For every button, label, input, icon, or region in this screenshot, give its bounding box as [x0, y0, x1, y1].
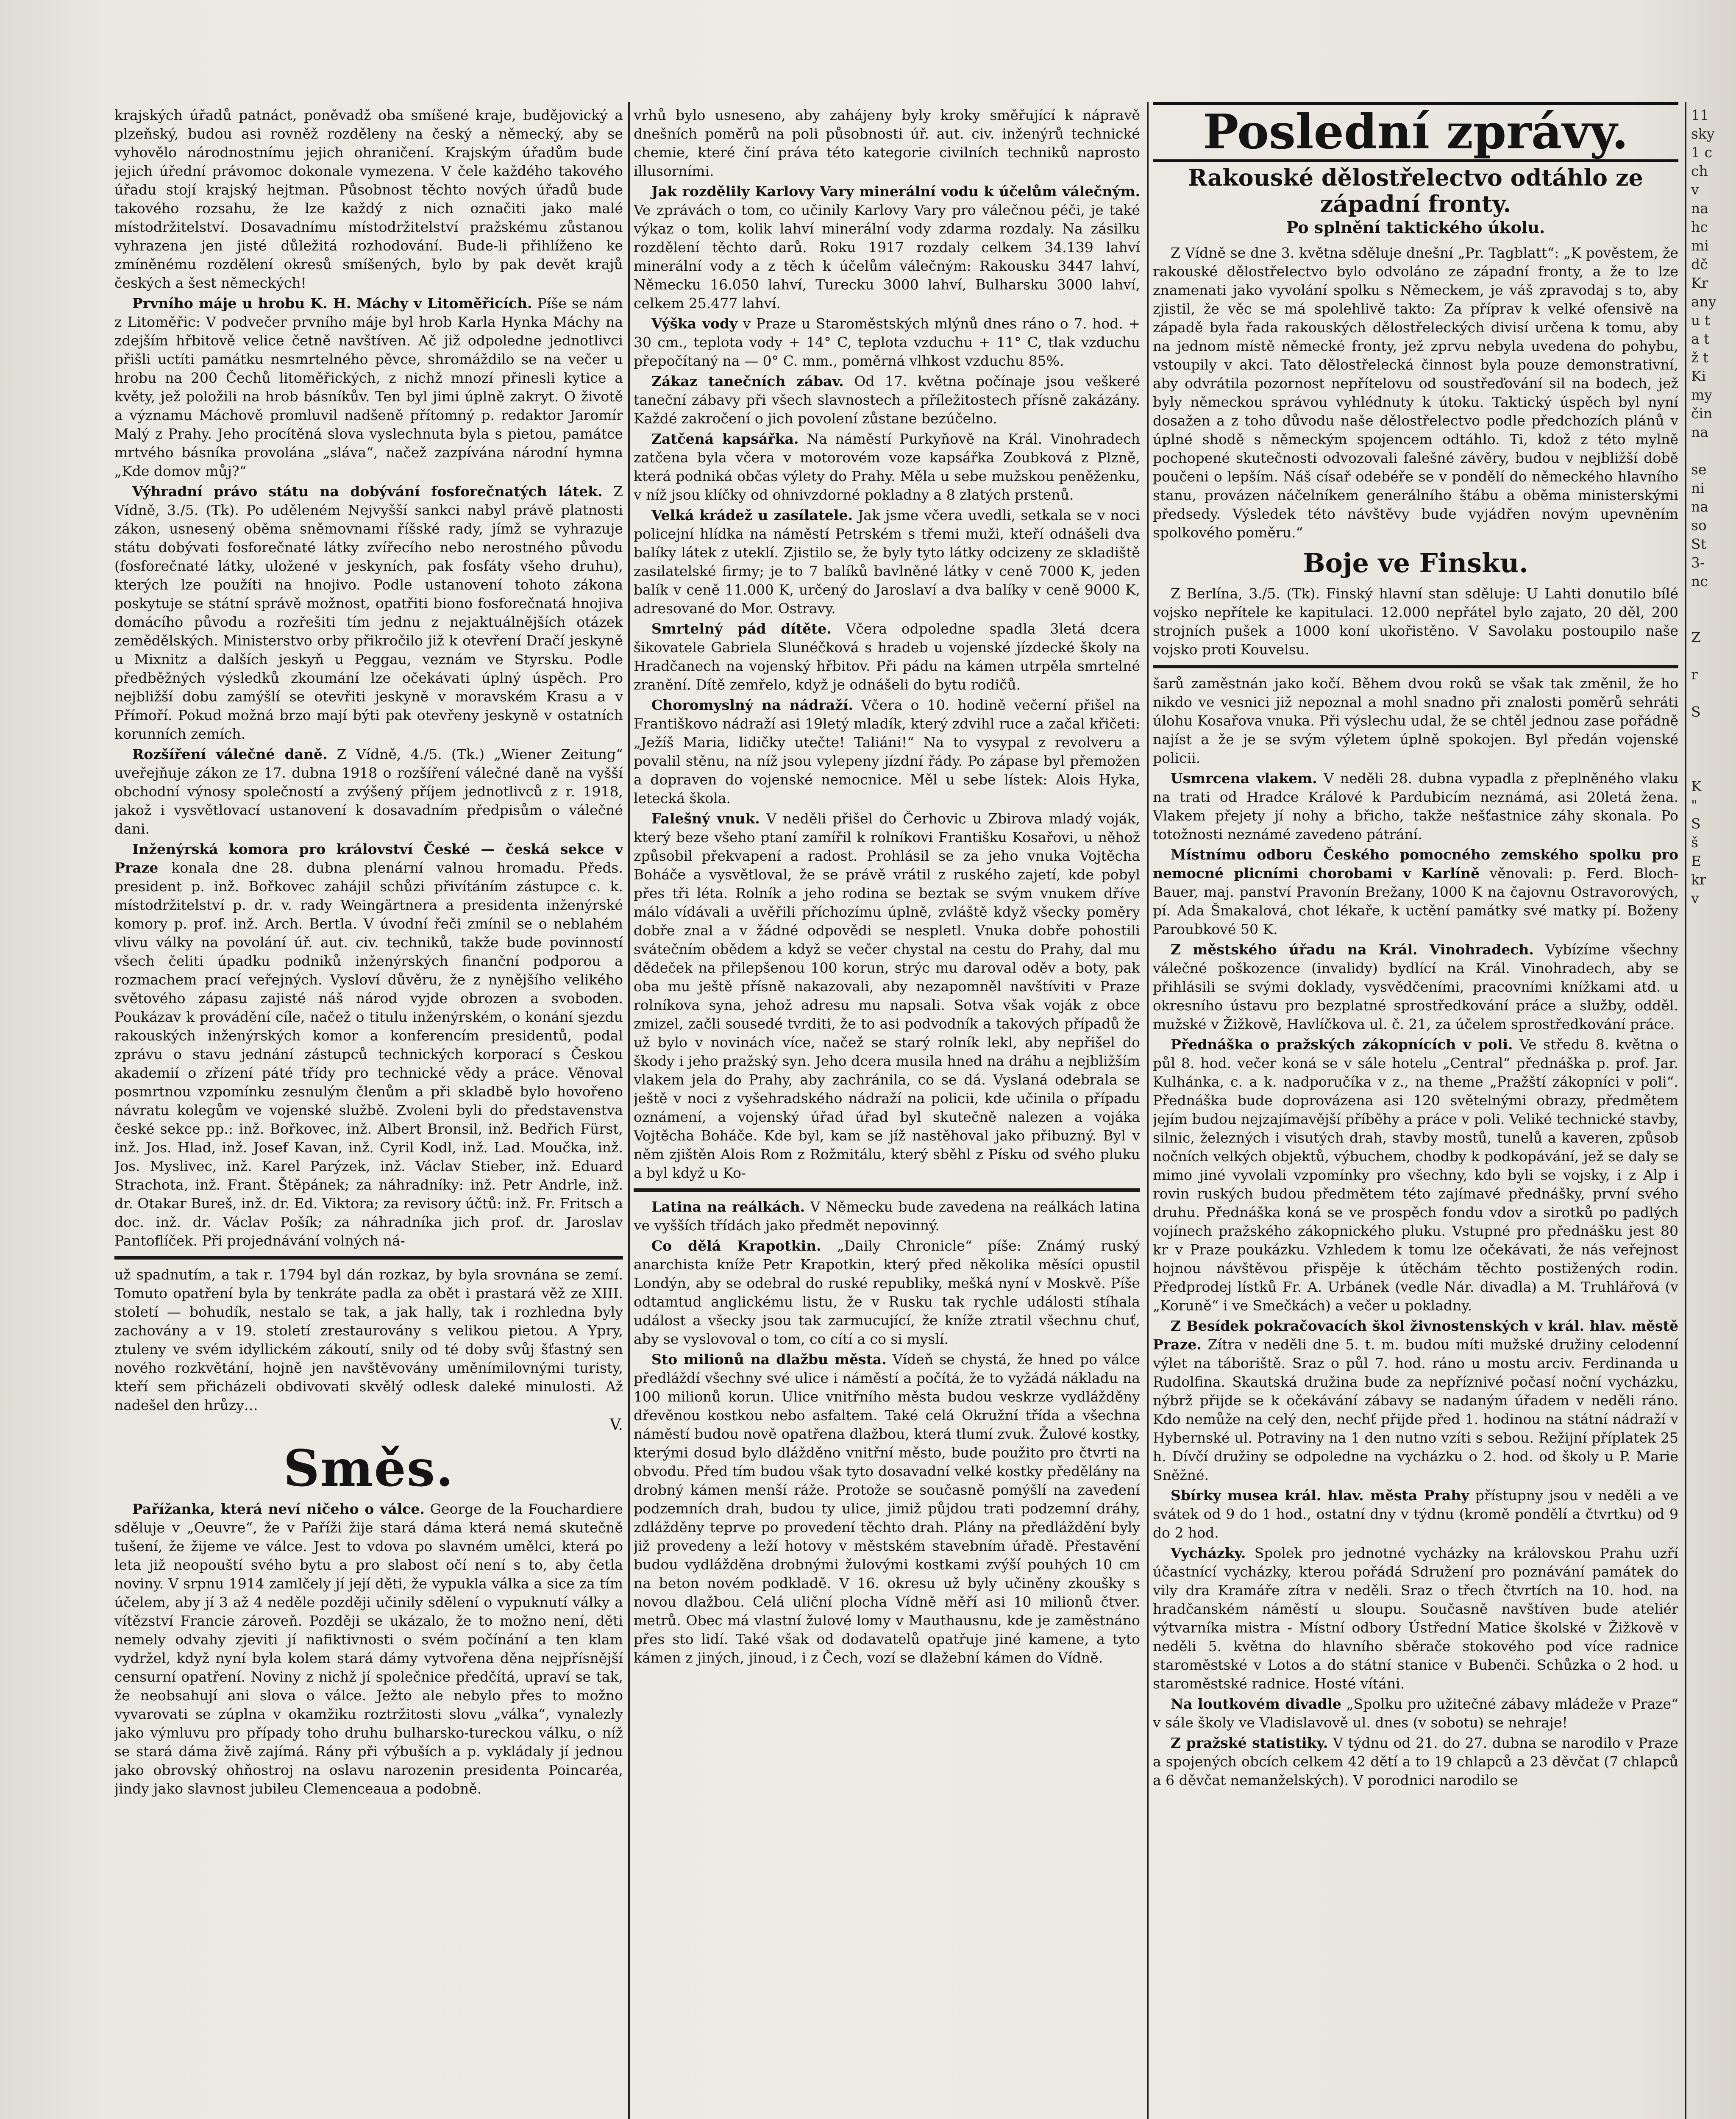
- article-text: Z Vídně, 4./5. (Tk.) „Wiener Zeitung“ uveřejňuje zákon ze 17. dubna 1918 o rozšíření válečné daně na vyšší obchodní výnosy společností a zvýšený příjem jednotlivců z r. 1918, jakož i vysvětlovací ustanovení k dosavadním předpisům o válečné dani.: [114, 746, 623, 837]
- article-title: Na loutkovém divadle: [1171, 1696, 1341, 1712]
- article-text: Ve zprávách o tom, co učinily Karlovy Vary pro válečnou péči, je také výkaz o tom, kolik lahví minerální vody zdarma rozdaly. Na zásilku rozdělení těchto darů. Roku 1917 rozdaly celkem 34.139 lahví minerální vody a z těch k účelům válečným: Rakousku 3447 lahví, Německu 16.050 lahví, Turecku 3000 lahví, Bulharsku 3000 lahví, celkem 25.477 lahví.: [634, 202, 1140, 311]
- article: [634, 1237, 1140, 1349]
- article: [1153, 769, 1678, 844]
- article-title: Smrtelný pád dítěte.: [651, 620, 832, 637]
- article-text: konala dne 28. dubna plenární valnou hromadu. Předs. president p. inž. Bořkovec zahájil schůzi přivítáním zástupce c. k. místodržitelství p. dr. v. rady Weingärtnera a presidenta inženýrské komory p. prof. inž. Arch. Bertla. V úvodní řeči zmínil se o neblahém vlivu války na povolání úř. aut. civ. techniků, takže bude povinností všech čeliti úpadku podniků inženýrských finanční podporou a rozmachem prací veřejných. Vysloví důvěru, že z nynějšího velikého světového zápasu zajisté náš národ vyjde obrozen a svoboden. Poukázav k provádění cíle, načež o titulu inženýrském, o konání sjezdu rakouských inženýrských komor a konferencím presidentů, podal zprávu o stavu jednání zástupců technických korporací s Českou akademií o zřízení páté třídy pro technické vědy a práce. Věnoval posmrtnou vzpomínku zesnulým členům a při skladbě bylo hovořeno návratu kolegům ve vojenské službě. Zvoleni byli do představenstva české sekce pp.: inž. Bořkovec, inž. Albert Bronsil, inž. Bedřich Fürst, inž. Jos. Hlad, inž. Josef Kavan, inž. Cyril Kodl, inž. Lad. Moučka, inž. Jos. Myslivec, inž. Karel Parýzek, inž. Václav Stieber, inž. Eduard Strachota, inž. Frant. Štěpánek; za náhradníky: inž. Petr Andrle, inž. dr. Otakar Bureš, inž. dr. Ed. Viktora; za revisory účtů: inž. Fr. Fritsch a doc. inž. dr. Václav Pošík; za náhradníka jich prof. dr. Jaroslav Pantoflíček. Při projednávání volných ná-: [114, 859, 623, 1249]
- article-text: Píše se nám z Litoměřic: V podvečer prvního máje byl hrob Karla Hynka Máchy na zdejším hřbitově velice četně navštíven. Ač již odpoledne jednotlivci přišli uctíti památku nesmrtelného pěvce, shromáždilo se na večer u hrobu na 200 Čechů litoměřických, z nichž mnozí přinesli kytice a květy, jež položili na hrob básníkův. Ten byl jimi úplně zakryt. O životě a významu Máchově promluvil nadšeně přítomný p. redaktor Jaromír Malý z Prahy. Jeho procítěná slova vyslechnuta byla s pietou, památce mrtvého básníka provolána „sláva“, načež zazpívána národní hymna „Kde domov můj?“: [114, 295, 623, 479]
- article-title: Výhradní právo státu na dobývání fosforečnatých látek.: [132, 483, 603, 500]
- article: [1153, 1317, 1678, 1485]
- article-text: v Praze u Staroměstských mlýnů dnes ráno o 7. hod. + 30 cm., teplota vody + 14° C, teplota vzduchu + 11° C, tlak vzduchu přepočítaný na — 0° C. mm., poměrná vlhkost vzduchu 85%.: [634, 315, 1140, 369]
- subheadline: Po splnění taktického úkolu.: [1286, 218, 1545, 237]
- article-title: Rozšíření válečné daně.: [132, 746, 328, 762]
- article-text: Od 17. května počínaje jsou veškeré taneční zábavy při všech slavnostech a příležitostech přísně zakázány. Každé zakročení o jich povolení zůstane bezúčelno.: [634, 373, 1140, 427]
- article-title: Sbírky musea král. hlav. města Prahy: [1171, 1487, 1469, 1504]
- article-text: Vídeň se chystá, že hned po válce předláždí všechny své ulice i náměstí a počítá, že to vyžádá nákladu na 100 milionů korun. Ulice vnitřního města budou veskrze vydlážděny dřevěnou kostkou nebo asfaltem. Také celá Okružní třída a všechna náměstí budou nově opatřena dlažbou, která tlumí zvuk. Žulové kostky, kterými dosud bylo dlážděno vnitřní město, bude použito pro čtvrti na obvodu. Před tím budou však tyto dosavadní velké kostky předělány na drobný kámen menší ráže. Protože se současně pomýšlí na zavedení podzemních drah, budou ty ulice, jimiž půjdou trati podzemní dráhy, zdlážděny teprve po provedení těchto drah. Plány na předláždění byly již provedeny a leží hotovy v městském stavebním úřadě. Přestavění budou vydlážděna drobnými žulovými kostkami zvýší pouhých 10 cm na beton novém podkladě. V 16. okresu už byly učiněny zkoušky s novou dlažbou. Celá uliční plocha Vídně měří asi 10 milionů čtver. metrů. Obec má vlastní žulové lomy v Mauthausnu, kde je zaměstnáno přes sto lidí. Také však od dodavatelů opatřuje jiné kamene, a tyto kámen z jiných, jinoud, i z Čech, vozí se dlažební kámen do Vídně.: [634, 1351, 1140, 1666]
- cropped-edge-text: 11 sky 1 c ch v na hc mi dč Kr any u t a t ž t Ki my čin na se ni na so St 3- nc Z r S K " S š E kr v: [1691, 107, 1717, 907]
- article-text: přístupny jsou v neděli a ve svátek od 9 do 1 hod., ostatní dny v týdnu (kromě pondělí a čtvrtku) od 9 do 2 hod.: [1153, 1487, 1678, 1541]
- article-title: Z městského úřadu na Král. Vinohradech.: [1171, 941, 1534, 958]
- article: [634, 620, 1140, 694]
- article: [1153, 1734, 1678, 1790]
- article-text: V neděli přišel do Čerhovic u Zbirova mladý voják, který beze všeho ptaní zamířil k rolníkovi Františku Kosařovi, u něhož způsobil překvapení a radost. Prohlásil se za jeho vnuka Vojtěcha Boháče a vysvětloval, že se právě vrátil z ruského zajetí, kde pobyl přes tři léta. Rolník a jeho rodina se beztak se svým vnukem dříve málo vídávali a uvěřili příchozímu úplně, zvláště když všecky poměry dobře znal a v žádné odpovědi se nespletl. Vnuka dobře pohostili svátečním obědem a když se večer chystal na cestu do Prahy, dal mu dědeček na přilepšenou 100 korun, strýc mu daroval oděv a boty, pak oba mu ještě přísně nakazovali, aby nezapomněl navštíviti v Praze rolníkova syna, jehož adresu mu napsali. Sotva však voják z obce zmizel, začli sousedé tvrditi, že to asi podvodník a takových případů že už bylo v novinách více, načež se starý rolník lekl, aby nepřišel do škody i jeho pražský syn. Jeho dcera musila hned na dráhu a nejbližším vlakem jela do Prahy, aby zachránila, co se dá. Vyslaná odebrala se ještě v noci z vyšehradského nádraží na policii, kde učinila o případu oznámení, a vojenský úřad úřad byl skutečně nalezen a vojáka Vojtěcha Boháče. Kde byl, kam se jíž nastěhoval jako přibuzný. Byl v něm zjištěn Alois Rom z Rožmitálu, který sběhl z Písku od svého pluku a byl když u Ko-: [634, 810, 1140, 1181]
- article-title: Velká krádež u zasílatele.: [651, 507, 853, 523]
- article-title: Zákaz tanečních zábav.: [651, 373, 844, 389]
- article-text: krajských úřadů patnáct, poněvadž oba smíšené kraje, budějovický a plzeňský, budou asi rovněž rozděleny na český a německý, aby se vyhovělo národnostnímu jejich ohraničení. Krajským úřadům bude jejich úřední právomoc dokonale vymezena. V čele každého takového úřadu stojí krajský hejtman. Působnost těchto nových úřadů bude takového rozsahu, že lze každý z nich označiti jako malé místodržitelství. Dosavadnímu místodržitelství pražskému zůstanou vyhrazena jen jisté důležitá rozhodování. Bude-li přihlíženo ke zmíněnému rozdělení okresů smíšených, bylo by pak devět krajů českých a šest německých!: [114, 107, 623, 291]
- article-title: Prvního máje u hrobu K. H. Máchy v Litoměřicích.: [132, 295, 532, 311]
- column-3: [1153, 102, 1678, 1791]
- article: [634, 696, 1140, 808]
- article-title: Latina na reálkách.: [651, 1199, 805, 1215]
- article-signature: V.: [609, 1416, 623, 1434]
- article-title: Falešný vnuk.: [651, 810, 760, 827]
- article-text: Z Vídně, 3./5. (Tk). Po uděleném Nejvyšší sankci nabyl právě platnosti zákon, usnesený oběma sněmovnami říšské rady, jímž se vyhrazuje státu dobývati fosforečnaté látky zvířecího nebo nerostného původu (fosforečnaté látky, uložené v jeskyních, pak fosfáty všeho druhu), kterých lze použíti na hnojivo. Podle ustanovení tohoto zákona poskytuje se státní správě možnost, opatřiti biono fosforečnatá hnojiva domácího původu a rozřešiti tím jednu z nejaktuálnějších otázek zemědělských. Ministerstvo orby přikročilo již k otevření Dračí jeskyně u Mixnitz a dalších jeskyň u Peggau, veznám ve Styrsku. Podle předběžných výsledků zkoumání lze očekávati úplný úspěch. Pro nejbližší dobu zamýšlí se otevřiti jeskyně v moravském Krasu a v Přímoří. Pokud možná brzo mají býti pak otevřeny jeskyně v ostatních korunních zemích.: [114, 483, 623, 742]
- article-title: Jak rozdělily Karlovy Vary minerální vodu k účelům válečným.: [651, 183, 1140, 200]
- article: [1153, 1486, 1678, 1542]
- column-4-cropped: [1691, 106, 1736, 908]
- article-title: Přednáška o pražských zákopnících v poli.: [1171, 1036, 1513, 1053]
- article-title: Z pražské statistiky.: [1171, 1735, 1328, 1751]
- article-text: „Daily Chronicle“ píše: Známý ruský anarchista kníže Petr Krapotkin, který před několika měsíci opustil Londýn, aby se odebral do ruské republiky, mešká nyní v Moskvě. Píše odtamtud anglickému listu, že v Rusku tak rychle události stíhala událost a všecky jsou tak zarmucující, že kníže ztratil všechnu chuť, aby se vyslovoval o tom, co cítí a co si myslí.: [634, 1237, 1140, 1347]
- column-divider: [628, 102, 630, 2119]
- column-1: [114, 106, 623, 1800]
- article: [114, 1500, 623, 1798]
- article-text: Včera o 10. hodině večerní přišel na Františkovo nádraží asi 19letý mladík, který zdvihl ruce a začal křičeti: „Ježíš Maria, lidičky utečte! Taliáni!“ Na to vysypal z revolveru a povalil stěnu, na níž jsou vylepeny jízdní řády. Po zápase byl přemožen a dopraven do vojenské nemocnice. Měl u sebe lístek: Alois Hyka, letecká škola.: [634, 697, 1140, 806]
- article-text: vrhů bylo usneseno, aby zahájeny byly kroky směřující k nápravě dnešních poměrů na poli působnosti úř. aut. civ. inženýrů technické chemie, které činí práva této kategorie civilních techniků naprosto illusorními.: [634, 107, 1140, 179]
- article: [634, 182, 1140, 313]
- article: [114, 294, 623, 481]
- article-text: Na náměstí Purkyňově na Král. Vinohradech zatčena byla včera v motorovém voze kapsářka Zoubková z Plzně, která podniká občas výlety do Prahy. Měla u sebe mužskou peněženku, v níž jsou klíčky od ohnivzdorné pokladny a 8 zlatých prstenů.: [634, 431, 1140, 503]
- article-title: Výška vody: [651, 315, 738, 332]
- article: [114, 840, 623, 1250]
- article-title: Zatčená kapsářka.: [651, 431, 799, 447]
- article-text: Ve středu 8. května o půl 8. hod. večer koná se v sále hotelu „Central“ přednáška p. prof. Jar. Kulhánka, c. a k. nadporučíka v z., na theme „Pražští zákopníci v poli“. Přednáška bude doprovázena asi 120 světelnými obrazy, předmětem jejím budou nejzajímavější příběhy a práce v poli. Veliké technické stavby, silnic, železných i visutých drah, stavby mostů, tunelů a kaveren, způsob nočních velkých objektů, výbuchem, chodby k podkopávání, jež se daly se mimo jiné vyvolali vzpomínky pro všechny, kdo byli se vojsky, i z Alp i rovin ruských budou předmětem této zajímavé přednášky, první svého druhu. Přednáška koná se ve prospěch fondu vdov a sirotků po padlých vojínech pražského zákopnického pluku. Vstupné pro přednášku jest 80 kr v Praze poukázku. Vzhledem k tomu lze očekávati, že nás veřejnost hojnou návštěvou přispěje k útěchám těchto postižených rodin. Předprodej lístků Fr. A. Urbánek (vedle Nár. divadla) a M. Truhlářová (v „Koruně“ i ve Smečkách) a večer u pokladny.: [1153, 1036, 1678, 1314]
- article-title: Vycházky.: [1171, 1545, 1246, 1561]
- article-title: Z Besídek pokračovacích škol živnostenských v král. hlav. městě Praze.: [1153, 1318, 1678, 1353]
- article-title: Sto milionů na dlažbu města.: [651, 1351, 887, 1368]
- article: [1153, 1035, 1678, 1315]
- column-2: [634, 106, 1140, 1669]
- article-title: Co dělá Krapotkin.: [651, 1237, 821, 1254]
- article-title: Pařížanka, která neví ničeho o válce.: [132, 1501, 425, 1517]
- article: [634, 1350, 1140, 1667]
- column-divider: [1685, 102, 1686, 2119]
- article-title: Choromyslný na nádraží.: [651, 697, 853, 713]
- article-text: šarů zaměstnán jako kočí. Během dvou roků se však tak změnil, že ho nikdo ve vesnici již nepoznal a mohl snadno při znalosti poměrů sehráti úlohu Kosařova vnuka. Při výslechu udal, že se chtěl jednou zase pořádně najíst a že je se svým výletem úplně spokojen. Byl předán vojenské policii.: [1153, 675, 1678, 766]
- article-title: Usmrcena vlakem.: [1171, 770, 1317, 787]
- column-divider: [1147, 102, 1149, 2119]
- article: [1153, 845, 1678, 939]
- article: [634, 1198, 1140, 1235]
- section-heading-finsko: Boje ve Finsku.: [1303, 548, 1528, 578]
- article: [634, 506, 1140, 618]
- article-text: už spadnutím, a tak r. 1794 byl dán rozkaz, by byla srovnána se zemí. Tomuto opatření byla by tenkráte padla za obět i prastará věž ze XIII. století — bohudík, nestalo se tak, a jak hally, tak i rozhledna byly zachovány a v 19. století zrestaurovány s velikou pietou. A Ypry, ztuleny ve svém idyllickém zákoutí, snily od té doby svůj šťastný sen nového rozkvětání, hojně jen navštěvovány uměnímilovnými turisty, kteří sem přicházeli obdivovati skvělý odlesk daleké minulosti. Až nadešel den hrůzy…: [114, 1266, 623, 1413]
- horizontal-rule: [1153, 665, 1678, 668]
- article-text: „Spolku pro užitečné zábavy mládeže v Praze“ v sále školy ve Vladislavově ul. dnes (v sobotu) se nehraje!: [1153, 1696, 1678, 1731]
- article: [634, 430, 1140, 504]
- article-title: Místnímu odboru Českého pomocného zemského spolku pro nemocné plicními chorobami v Karlíně: [1153, 846, 1678, 882]
- article-text: George de la Fouchardiere sděluje v „Oeuvre“, že v Paříži žije stará dáma která nemá skutečně tušení, že žijeme ve válce. Jest to vdova po slavném umělci, která po leta již neopouští svého bytu a pro slabost očí není s to, aby četla noviny. V srpnu 1914 zamlčely jí její děti, že vypukla válka a sice za tím účelem, aby jí 3 až 4 neděle později učinily sdělení o vypuknutí války a vítězství Francie zároveň. Později se ukázalo, že to možno není, děti nemely odvahy zjeviti jí nafiktivnosti o svém počínání a ten klam vydržel, když nyní byla kolem stará dámy vytvořena děna nejpřísnější censurní opatření. Noviny z nichž jí společnice předčítá, upraví se tak, že neobsahují ani slova o válce. Ježto ale nebylo přes to možno vyvarovati se zúplna v okamžiku roztržitosti slovu „válka“, vynalezly jako výmluvu pro případy toho druhu bulharsko-tureckou válku, o níž se stará dáma živě zajímá. Rány při výbuších a p. vykládaly jí jednou jako obrovský ohňostroj na oslavu narozenin presidenta Poincaréa, jindy jako slavnost jubileu Clemenceaua a podobně.: [114, 1501, 623, 1797]
- article-text: V Německu bude zavedena na reálkách latina ve vyšších třídách jako předmět nepovinný.: [634, 1199, 1140, 1234]
- article-text: Z Berlína, 3./5. (Tk). Finský hlavní stan sděluje: U Lahti donutilo bílé vojsko nepřítele ke kapitulaci. 12.000 nepřátel bylo zajato, 20 děl, 200 strojních pušek a 1000 koní ukořistěno. V Savolaku postoupilo naše vojsko proti Kouvelsu.: [1153, 585, 1678, 658]
- masthead-posledni-zpravy: Poslední zprávy.: [1153, 102, 1678, 162]
- article: [634, 372, 1140, 428]
- article-text: věnovali: p. Ferd. Bloch-Bauer, maj. panství Pravonín Brežany, 1000 K na čajovnu Ostravorových, pí. Ada Šmakalová, chot lékaře, k uctění památky své matky pí. Boženy Paroubkové 50 K.: [1153, 865, 1678, 937]
- headline: Rakouské dělostřelectvo odtáhlo ze západní fronty.: [1188, 164, 1643, 217]
- article-text: V neděli 28. dubna vypadla z přeplněného vlaku na trati od Hradce Králové k Pardubicím neznámá, asi 20letá žena. Vlakem přejety jí nohy a břicho, takže nešťastnice záhy skonala. Po totožnosti neznámé zavedeno pátrání.: [1153, 770, 1678, 843]
- article: [634, 314, 1140, 370]
- article-text: Jak jsme včera uvedli, setkala se v noci policejní hlídka na náměstí Petrském s třemi muži, kteří odnášeli dva balíky látek z uteklí. Zjistilo se, že byly tyto látky odcizeny ze skladiště zasilatelské firmy; je to 7 balíků bavlněné látky v ceně 7000 K, jeden balík v ceně 11.000 K, určený do Jaroslaví a dva balíky v ceně 9000 K, adresované do Mor. Ostravy.: [634, 507, 1140, 617]
- article: [114, 482, 623, 743]
- article: [634, 809, 1140, 1182]
- article: [1153, 1544, 1678, 1693]
- article-title: Inženýrská komora pro království České — česká sekce v Praze: [114, 841, 623, 876]
- article-text: Vybízíme všechny válečné poškozence (invalidy) bydlící na Král. Vinohradech, aby se přihlásili se svými doklady, vysvědčeními, pracovními knížkami atd. u okresního ústavu pro bezplatné sprostředkování práce a služby, odděl. mužské v Žižkově, Havlíčkova ul. č. 21, za účelem sprostředkování práce.: [1153, 941, 1678, 1032]
- horizontal-rule: [634, 1188, 1140, 1192]
- article-text: Včera odpoledne spadla 3letá dcera šikovatele Gabriela Slunéčková s hradeb u vojenské jízdecké školy na Hradčanech na vojenský hřbitov. Při pádu na kámen utrpěla smrtelné zranění. Dítě zemřelo, když je odnášeli do bytu rodičů.: [634, 620, 1140, 693]
- article-text: Spolek pro jednotné vycházky na královskou Prahu uzří účastnící vycházky, kterou pořádá Sdružení pro poznávání památek do vily dra Kramáře zítra v neděli. Sraz o třech čtvrtích na 10. hod. na hradčanském náměstí u sloupu. Současně navštíven bude ateliér výtvarníka mistra - Místní odbory Ústřední Matice školské v Žižkově v neděli 5. května do hlavního sběrače stokového pod více radnice staroměstské v Lotos a do státní stanice v Bubenči. Schůzka o 2 hod. u staroměstské radnice. Hosté vítáni.: [1153, 1545, 1678, 1692]
- article-text: Z Vídně se dne 3. května sděluje dnešní „Pr. Tagblatt“: „K pověstem, že rakouské dělostřelectvo bylo odvoláno ze západní fronty, a že to lze znamenati jako vyvolání spolku s Německem, je váš zpravodaj s to, aby zjistil, že věc se má spolehlivě takto: Za příprav k velké ofensivě na západě byla řada rakouských dělostřeleckých divisí určena k tomu, aby na jednom místě německé fronty, jež zprvu nebyla uvedena do pohybu, vstoupily v akci. Tato dělostřelecká činnost byla pouze demonstrativní, aby odvrátila pozornost nepřítelovu od soustřeďování sil na bodech, jež byly německou správou vyhlédnuty k útoku. Taktický úspěch byl nyní dosažen a z toho důvodu naše dělostřelectvo podle předchozích plánů v úplné shodě s německým spojencem odtáhlo. Ti, kdož z této mylně pochopené skutečnosti odvozovali falešné závěry, budou v nejbližší době poučeni o lepším. Náš císař odebéře se v pondělí do německého hlavního stanu, provázen náčelníkem generálního štábu a oběma ministerskými předsedy. Výsledek této návštěvy bude vyjádřen novým upevněním spolkového poměru.“: [1153, 245, 1678, 541]
- article: [1153, 1695, 1678, 1732]
- article: [1153, 940, 1678, 1034]
- horizontal-rule: [114, 1256, 623, 1260]
- article-text: V týdnu od 21. do 27. dubna se narodilo v Praze a spojených obcích celkem 42 dětí a to 19 chlapců a 23 děvčat (7 chlapců a 6 děvčat nemanželských). V porodnici narodilo se: [1153, 1735, 1678, 1788]
- article-text: Zítra v neděli dne 5. t. m. budou míti mužské družiny celodenní výlet na táboriště. Sraz o půl 7. hod. ráno u mostu arciv. Ferdinanda u Rudolfina. Skautská družina bude za nepříznivé počasí noční vycházku, nýbrž přijde se k očekávání zábavy se nadaným úřadem v neděli ráno. Kdo nemůže na celý den, nechť přijde před 1. hodinou na státní nádraží v Hybernské ul. Potraviny na 1 den nutno vzíti s sebou. Režijní příplatek 25 h. Dívčí družiny se odpoledne na vycházku o 2. hod. od školy u P. Marie Sněžné.: [1153, 1336, 1678, 1483]
- section-heading-smes: Směs.: [283, 1439, 454, 1498]
- article: [114, 745, 623, 838]
